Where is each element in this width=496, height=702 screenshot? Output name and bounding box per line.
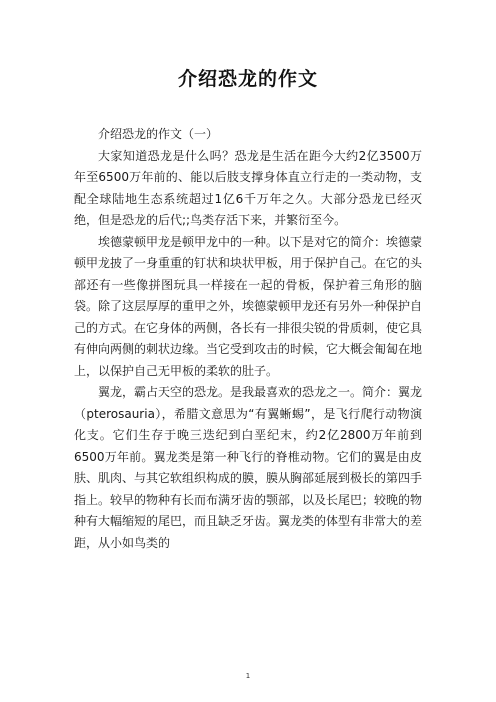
document-title: 介绍恐龙的作文: [177, 68, 318, 90]
paragraph-edmontonia: 埃德蒙顿甲龙是顿甲龙中的一种。以下是对它的简介：埃德蒙顿甲龙披了一身重重的钉状和块状甲板，用于保护自己。在它的头部还有一些像拼图玩具一样接在一起的骨板，保护着三角形的脑袋。除了这层厚厚的重甲之外，埃德蒙顿甲龙还有另外一种保护自己的方式。在它身体的两侧，各长有一排很尖锐的骨质刺，使它具有伸向两侧的刺状边缘。当它受到攻击的时候，它大概会匍匐在地上，以保护自己无甲板的柔软的肚子。: [74, 234, 423, 378]
paragraph-pterosaur: 翼龙，霸占天空的恐龙。是我最喜欢的恐龙之一。简介：翼龙（pterosauria），希腊文意思为“有翼蜥蜴”，是飞行爬行动物演化支。它们生存于晚三迭纪到白垩纪末，约2亿2800万年前到6500万年前。翼龙类是第一种飞行的脊椎动物。它们的翼是由皮肤、肌肉、与其它软组织构成的膜，膜从胸部延展到极长的第四手指上。较早的物种有长而布满牙齿的颚部，以及长尾巴；较晚的物种有大幅缩短的尾巴，而且缺乏牙齿。翼龙类的体型有非常大的差距，从小如鸟类的: [74, 385, 423, 550]
page-number: 1: [245, 672, 251, 680]
paragraph-intro: 大家知道恐龙是什么吗？恐龙是生活在距今大约2亿3500万年至6500万年前的、能以后肢支撑身体直立行走的一类动物，支配全球陆地生态系统超过1亿6千万年之久。大部分恐龙已经灭绝，但是恐龙的后代;;鸟类存活下来，并繁衍至今。: [74, 148, 422, 227]
section-heading: 介绍恐龙的作文（一）: [98, 127, 219, 141]
document-body: [74, 124, 422, 554]
